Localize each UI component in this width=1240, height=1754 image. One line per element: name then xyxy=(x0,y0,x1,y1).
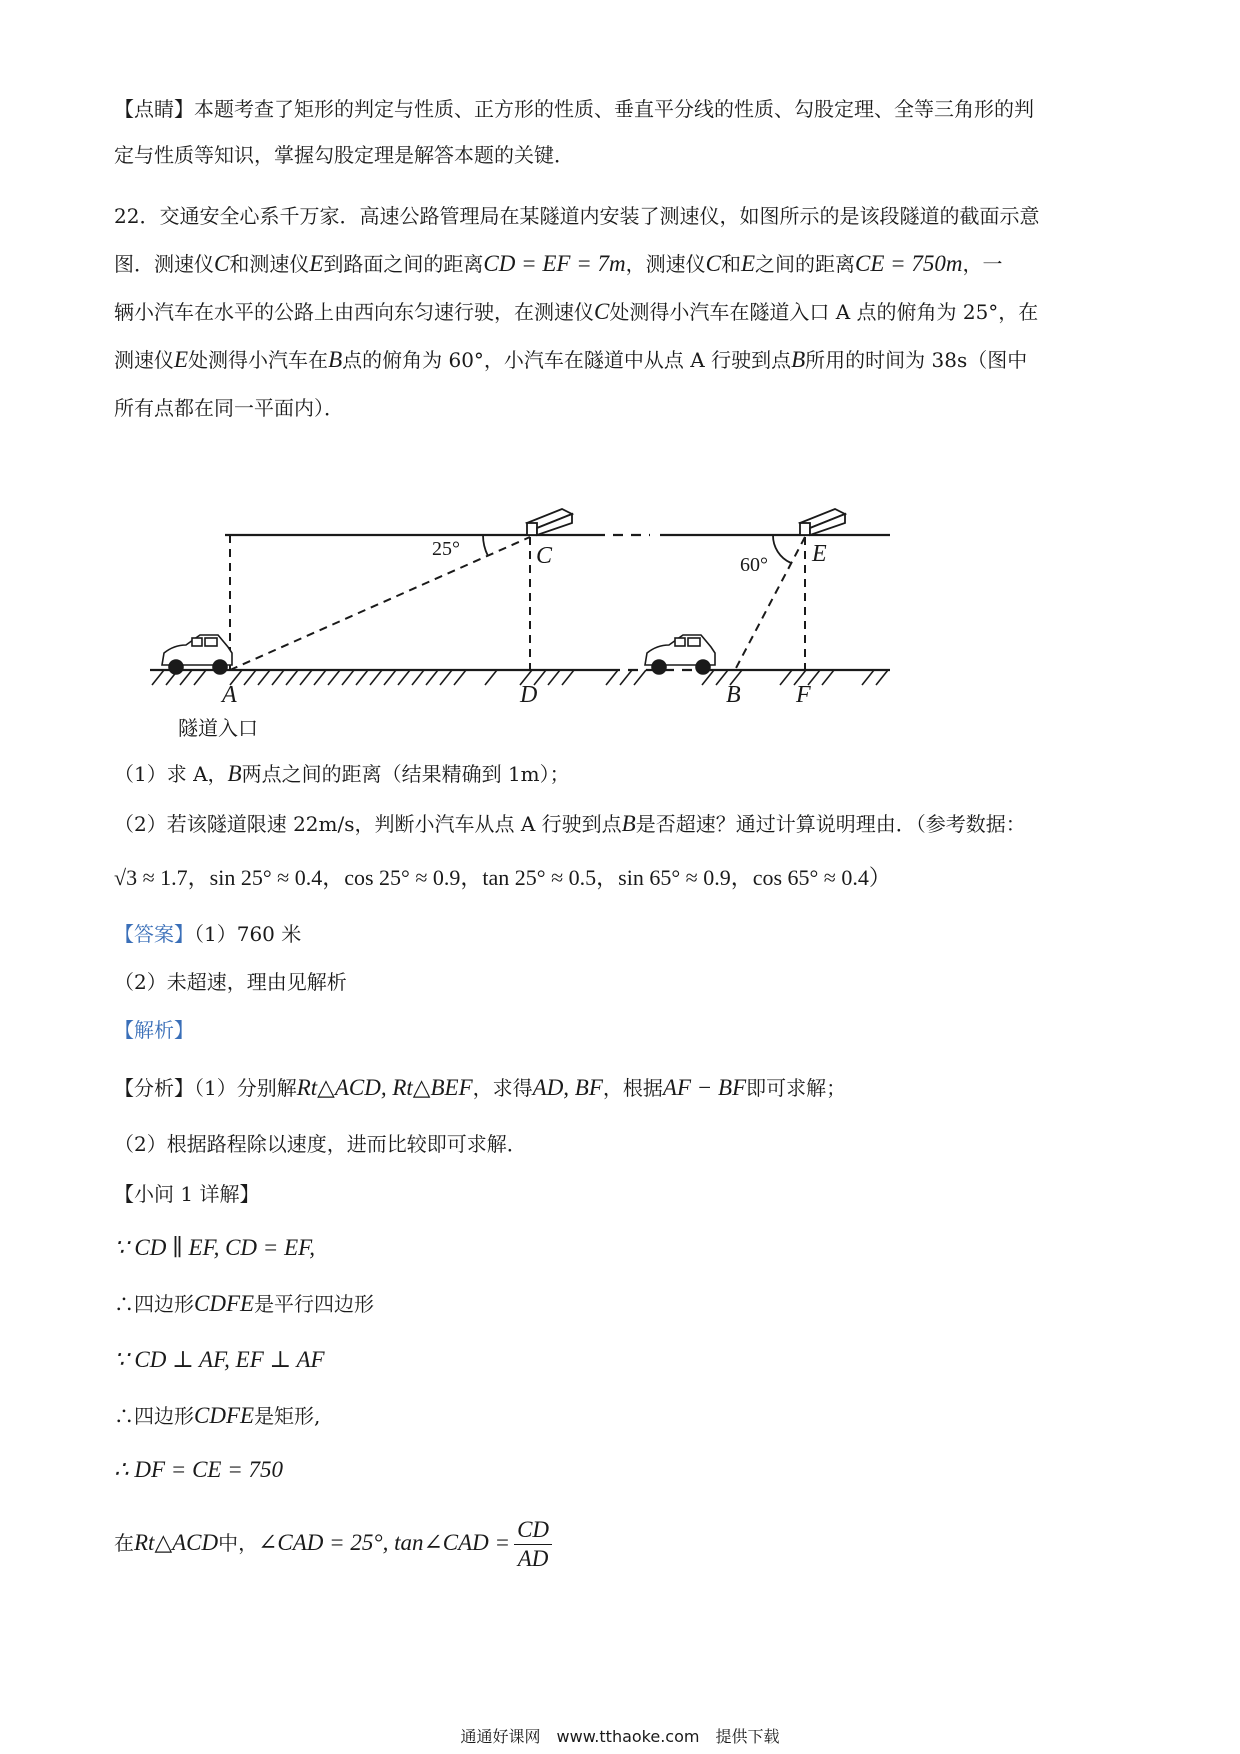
analysis-label: 【解析】 xyxy=(114,1018,194,1042)
analysis-fenxi-2: （2）根据路程除以速度，进而比较即可求解． xyxy=(114,1132,527,1156)
problem-line-3: 辆小汽车在水平的公路上由西向东匀速行驶，在测速仪C处测得小汽车在隧道入口 A 点的俯角为 25°，在 xyxy=(114,299,1039,324)
step-3: ∵ CD ⊥ AF, EF ⊥ AF xyxy=(114,1347,325,1372)
step-6: 在Rt△ACD中，∠CAD = 25°, tan∠CAD = $\frac{CD}{AD}$ xyxy=(114,1516,552,1573)
tunnel-diagram xyxy=(140,495,910,745)
car-B-icon xyxy=(645,635,715,674)
fraction-cd-over-ad: $\frac{CD}{AD}$ xyxy=(514,1516,552,1573)
angle-label-25: 25° xyxy=(432,538,460,560)
problem-line-1: 22．交通安全心系千万家．高速公路管理局在某隧道内安装了测速仪，如图所示的是该段隧道的截面示意 xyxy=(114,204,1040,228)
question-2: （2）若该隧道限速 22m/s，判断小汽车从点 A 行驶到点B是否超速？通过计算说明理由．（参考数据： xyxy=(114,811,1026,836)
angle-arc-25 xyxy=(483,535,488,556)
dianjing-line-2: 定与性质等知识，掌握勾股定理是解答本题的关键． xyxy=(114,143,574,167)
label-C: C xyxy=(536,543,553,569)
analysis-fenxi-1: 【分析】（1）分别解Rt△ACD, Rt△BEF，求得AD, BF，根据AF − BF即可求解； xyxy=(114,1075,847,1100)
angle-arc-60 xyxy=(773,535,791,563)
tunnel-entrance-label: 隧道入口 xyxy=(178,716,258,740)
sensor-E-icon xyxy=(800,509,845,535)
step-2: ∴四边形CDFE是平行四边形 xyxy=(114,1291,375,1316)
label-A: A xyxy=(222,682,237,708)
page-footer: 通通好课网 www.tthaoke.com 提供下载 xyxy=(460,1727,780,1746)
problem-line-2: 图．测速仪C和测速仪E到路面之间的距离CD = EF = 7m，测速仪C和E之间的距离CE = 750m，一 xyxy=(114,251,1003,276)
problem-line-5: 所有点都在同一平面内）． xyxy=(114,396,344,420)
sightline-C-to-A xyxy=(230,537,530,670)
reference-data: √3 ≈ 1.7，sin 25° ≈ 0.4，cos 25° ≈ 0.9，tan 25° ≈ 0.5，sin 65° ≈ 0.9，cos 65° ≈ 0.4） xyxy=(114,865,891,890)
step-4: ∴四边形CDFE是矩形, xyxy=(114,1403,321,1428)
answer-label: 【答案】 xyxy=(114,922,194,946)
label-E: E xyxy=(812,541,827,567)
step-5: ∴ DF = CE = 750 xyxy=(114,1457,283,1482)
label-D: D xyxy=(520,682,538,708)
question-1: （1）求 A，B两点之间的距离（结果精确到 1m）； xyxy=(114,761,570,786)
sub-question-1-heading: 【小问 1 详解】 xyxy=(114,1182,260,1206)
angle-label-60: 60° xyxy=(740,554,768,576)
label-B: B xyxy=(726,682,741,708)
sensor-C-icon xyxy=(527,509,572,535)
car-A-icon xyxy=(162,635,232,674)
step-1: ∵ CD ∥ EF, CD = EF, xyxy=(114,1235,315,1260)
problem-line-4: 测速仪E处测得小汽车在B点的俯角为 60°，小汽车在隧道中从点 A 行驶到点B所用的时间为 38s（图中 xyxy=(114,347,1028,372)
answer-line-2: （2）未超速，理由见解析 xyxy=(114,970,347,994)
answer-line-1: 【答案】（1）760 米 xyxy=(114,922,302,946)
dianjing-line-1: 【点睛】本题考查了矩形的判定与性质、正方形的性质、垂直平分线的性质、勾股定理、全等三角形的判 xyxy=(114,97,1034,121)
label-F: F xyxy=(796,682,811,708)
